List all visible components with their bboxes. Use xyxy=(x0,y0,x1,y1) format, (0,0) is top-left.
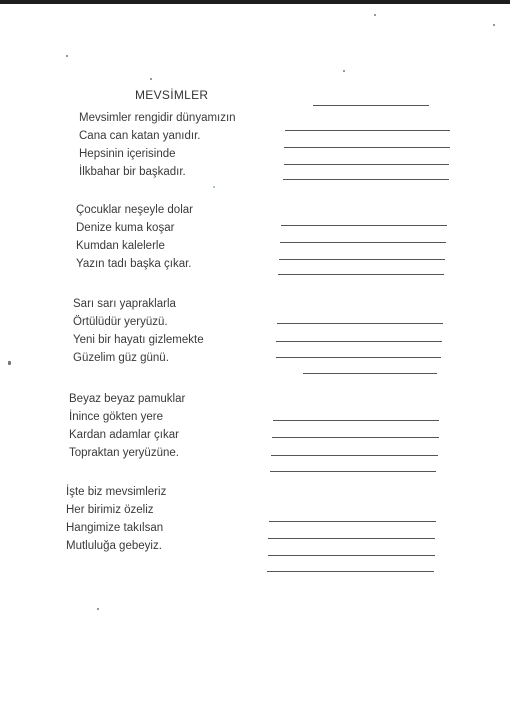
scan-speck xyxy=(97,608,99,610)
answer-line[interactable] xyxy=(269,521,436,522)
scan-speck xyxy=(374,14,376,16)
answer-line[interactable] xyxy=(268,555,435,556)
poem-line: Örtülüdür yeryüzü. xyxy=(73,316,168,328)
poem-line: Kardan adamlar çıkar xyxy=(69,429,179,441)
poem-line: İnince gökten yere xyxy=(69,411,163,423)
answer-line[interactable] xyxy=(267,571,434,572)
scan-speck xyxy=(8,361,11,365)
scan-speck xyxy=(150,78,152,80)
poem-line: İşte biz mevsimleriz xyxy=(66,486,167,498)
poem-line: İlkbahar bir başkadır. xyxy=(79,166,186,178)
poem-line: Denize kuma koşar xyxy=(76,222,175,234)
title-answer-line xyxy=(313,105,429,106)
answer-line[interactable] xyxy=(273,420,439,421)
poem-line: Çocuklar neşeyle dolar xyxy=(76,204,193,216)
answer-line[interactable] xyxy=(279,259,445,260)
answer-line[interactable] xyxy=(276,357,441,358)
poem-line: Güzelim güz günü. xyxy=(73,352,169,364)
answer-line[interactable] xyxy=(271,455,438,456)
answer-line[interactable] xyxy=(285,130,450,131)
answer-line[interactable] xyxy=(283,179,449,180)
poem-line: Hepsinin içerisinde xyxy=(79,148,176,160)
poem-line: Hangimize takılsan xyxy=(66,522,164,534)
scan-speck xyxy=(493,24,495,26)
poem-line: Cana can katan yanıdır. xyxy=(79,130,201,142)
answer-line[interactable] xyxy=(270,471,436,472)
answer-line[interactable] xyxy=(268,538,435,539)
poem-line: Yeni bir hayatı gizlemekte xyxy=(73,334,204,346)
scan-speck xyxy=(213,186,215,188)
page-title: MEVSİMLER xyxy=(135,88,209,102)
answer-line[interactable] xyxy=(272,437,439,438)
answer-line[interactable] xyxy=(284,147,450,148)
scan-speck xyxy=(343,70,345,72)
poem-line: Sarı sarı yapraklarla xyxy=(73,298,176,310)
poem-line: Kumdan kalelerle xyxy=(76,240,165,252)
poem-line: Yazın tadı başka çıkar. xyxy=(76,258,192,270)
answer-line[interactable] xyxy=(280,242,446,243)
poem-line: Mevsimler rengidir dünyamızın xyxy=(79,112,236,124)
poem-line: Her birimiz özeliz xyxy=(66,504,154,516)
poem-line: Beyaz beyaz pamuklar xyxy=(69,393,186,405)
answer-line[interactable] xyxy=(281,225,447,226)
answer-line[interactable] xyxy=(278,274,444,275)
answer-line[interactable] xyxy=(277,323,443,324)
answer-line[interactable] xyxy=(276,341,442,342)
scan-speck xyxy=(66,55,68,57)
answer-line[interactable] xyxy=(284,164,449,165)
poem-line: Mutluluğa gebeyiz. xyxy=(66,540,162,552)
answer-line[interactable] xyxy=(303,373,437,374)
poem-line: Topraktan yeryüzüne. xyxy=(69,447,179,459)
